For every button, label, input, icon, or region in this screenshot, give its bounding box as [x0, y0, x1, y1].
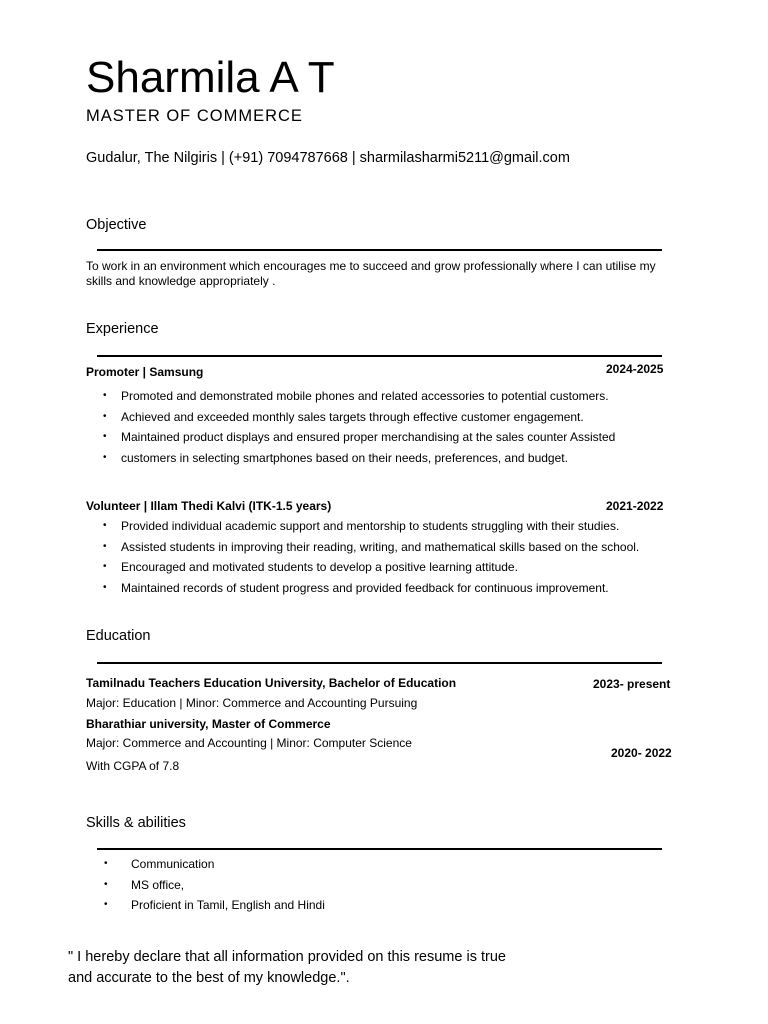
job-heading: Promoter | Samsung	[86, 365, 204, 379]
skills-divider	[97, 848, 662, 850]
job-years: 2021-2022	[606, 499, 664, 513]
bullet-icon: •	[103, 520, 107, 531]
experience-divider	[97, 355, 662, 357]
list-item: • MS office,	[86, 875, 325, 896]
candidate-name: Sharmila A T	[86, 53, 335, 102]
education-years: 2020- 2022	[611, 746, 672, 760]
skills-list	[86, 854, 325, 916]
list-item: • Provided individual academic support and mentorship to students struggling with their studies.	[86, 516, 639, 537]
education-institution: Bharathiar university, Master of Commerce	[86, 717, 331, 731]
list-item: • Promoted and demonstrated mobile phones and related accessories to potential customers.	[86, 386, 615, 407]
education-detail: Major: Commerce and Accounting | Minor: Computer Science	[86, 736, 412, 750]
education-detail: With CGPA of 7.8	[86, 759, 180, 773]
list-item: • Achieved and exceeded monthly sales targets through effective customer engagement.	[86, 407, 615, 428]
degree-subtitle: MASTER OF COMMERCE	[86, 107, 303, 125]
education-years: 2023- present	[593, 677, 671, 691]
list-item: • Communication	[86, 854, 325, 875]
bullet-icon: •	[104, 899, 108, 910]
job-heading: Volunteer | Illam Thedi Kalvi (ITK-1.5 years)	[86, 499, 332, 513]
bullet-icon: •	[103, 561, 107, 572]
bullet-icon: •	[103, 410, 107, 422]
education-institution: Tamilnadu Teachers Education University, Bachelor of Education	[86, 676, 457, 690]
objective-divider	[97, 249, 662, 251]
education-detail: Major: Education | Minor: Commerce and Accounting Pursuing	[86, 696, 418, 710]
list-item: • Maintained product displays and ensured proper merchandising at the sales counter Assisted	[86, 427, 615, 448]
bullet-icon: •	[103, 390, 107, 401]
list-item: • customers in selecting smartphones based on their needs, preferences, and budget.	[86, 448, 615, 469]
job-bullet-list	[86, 386, 615, 468]
education-divider	[97, 662, 662, 664]
bullet-icon: •	[103, 581, 107, 593]
job-years: 2024-2025	[606, 362, 664, 376]
bullet-icon: •	[103, 451, 107, 463]
list-item: • Encouraged and motivated students to develop a positive learning attitude.	[86, 557, 639, 578]
education-heading: Education	[86, 628, 151, 644]
bullet-icon: •	[104, 878, 108, 890]
contact-info: Gudalur, The Nilgiris | (+91) 7094787668 | sharmilasharmi5211@gmail.com	[86, 150, 570, 166]
bullet-icon: •	[104, 858, 108, 869]
objective-heading: Objective	[86, 217, 147, 233]
bullet-icon: •	[103, 540, 107, 552]
list-item: • Proficient in Tamil, English and Hindi	[86, 895, 325, 916]
objective-text: To work in an environment which encourages me to succeed and grow professionally where I can utilise my skills and knowledge appropriately .	[86, 259, 656, 288]
job-bullet-list	[86, 516, 639, 598]
list-item: • Maintained records of student progress and provided feedback for continuous improvement.	[86, 578, 639, 599]
declaration-text: " I hereby declare that all information provided on this resume is true and accurate to the best of my knowledge.".	[68, 949, 506, 986]
experience-heading: Experience	[86, 321, 159, 337]
list-item: • Assisted students in improving their reading, writing, and mathematical skills based on the school.	[86, 537, 639, 558]
bullet-icon: •	[103, 431, 107, 442]
skills-heading: Skills & abilities	[86, 815, 186, 831]
